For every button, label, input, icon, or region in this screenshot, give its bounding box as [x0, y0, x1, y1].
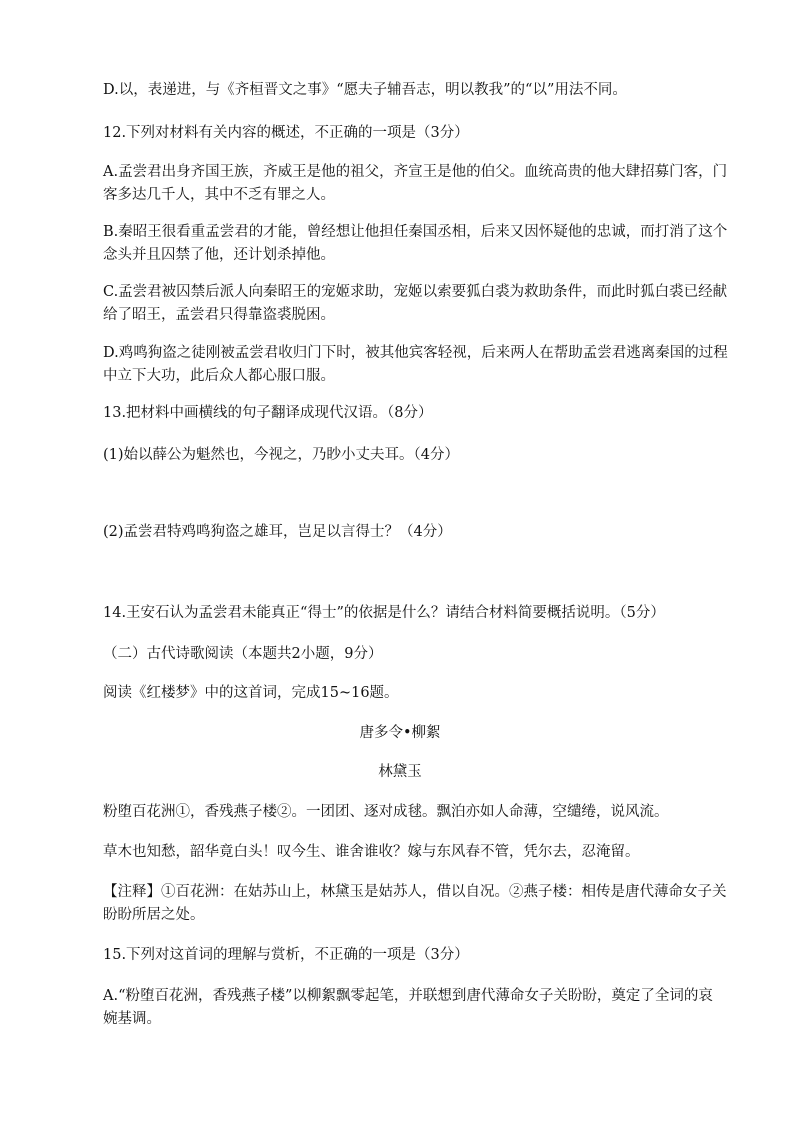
question-12: 12.下列对材料有关内容的概述，不正确的一项是（3分） — [103, 125, 469, 141]
poem-notes-line1: 【注释】①百花洲：在姑苏山上，林黛玉是姑苏人，借以自况。②燕子楼：相传是唐代薄命女子关 — [103, 884, 727, 900]
poem-instruction: 阅读《红楼梦》中的这首词，完成15~16题。 — [103, 685, 399, 701]
poem-stanza-1: 粉堕百花洲①，香残燕子楼②。一团团、逐对成毬。飘泊亦如人命薄，空缱绻，说风流。 — [103, 804, 669, 820]
option-a-q15-line1: A.“粉堕百花洲，香残燕子楼”以柳絮飘零起笔，并联想到唐代薄命女子关盼盼，奠定了全词的哀 — [103, 988, 713, 1004]
poem-stanza-2: 草木也知愁，韶华竟白头！叹今生、谁舍谁收？嫁与东风春不管，凭尔去，忍淹留。 — [103, 844, 640, 860]
question-15: 15.下列对这首词的理解与赏析，不正确的一项是（3分） — [103, 947, 469, 963]
option-a-q12-line2: 客多达几千人，其中不乏有罪之人。 — [103, 187, 335, 203]
option-a-q12-line1: A.孟尝君出身齐国王族，齐威王是他的祖父，齐宣王是他的伯父。血统高贵的他大肆招募门客，门 — [103, 164, 728, 180]
question-13: 13.把材料中画横线的句子翻译成现代汉语。（8分） — [103, 405, 433, 421]
option-d-q12-line1: D.鸡鸣狗盗之徒刚被孟尝君收归门下时，被其他宾客轻视，后来两人在帮助孟尝君逃离秦国的过程 — [103, 345, 728, 361]
option-c-q12-line1: C.孟尝君被囚禁后派人向秦昭王的宠姬求助，宠姬以索要狐白裘为救助条件，而此时狐白裘已经献 — [103, 284, 728, 300]
option-d-q11: D.以，表递进，与《齐桓晋文之事》“愿夫子辅吾志，明以教我”的“以”用法不同。 — [103, 82, 627, 98]
question-13-part2: (2)孟尝君特鸡鸣狗盗之雄耳，岂足以言得士？（4分） — [103, 524, 452, 540]
option-a-q15-line2: 婉基调。 — [103, 1011, 161, 1027]
poem-notes-line2: 盼盼所居之处。 — [103, 907, 205, 923]
question-13-part1: (1)始以薛公为魁然也，今视之，乃眇小丈夫耳。（4分） — [103, 447, 460, 463]
option-c-q12-line2: 给了昭王，孟尝君只得靠盗裘脱困。 — [103, 307, 335, 323]
section-heading-poetry: （二）古代诗歌阅读（本题共2小题，9分） — [103, 646, 383, 662]
option-d-q12-line2: 中立下大功，此后众人都心服口服。 — [103, 368, 335, 384]
option-b-q12-line2: 念头并且囚禁了他，还计划杀掉他。 — [103, 247, 335, 263]
poem-author: 林黛玉 — [378, 764, 422, 780]
question-14: 14.王安石认为孟尝君未能真正“得士”的依据是什么？请结合材料简要概括说明。（5分） — [103, 605, 665, 621]
option-b-q12-line1: B.秦昭王很看重孟尝君的才能，曾经想让他担任秦国丞相，后来又因怀疑他的忠诚，而打消了这个 — [103, 224, 728, 240]
poem-title: 唐多令•柳絮 — [359, 725, 441, 741]
